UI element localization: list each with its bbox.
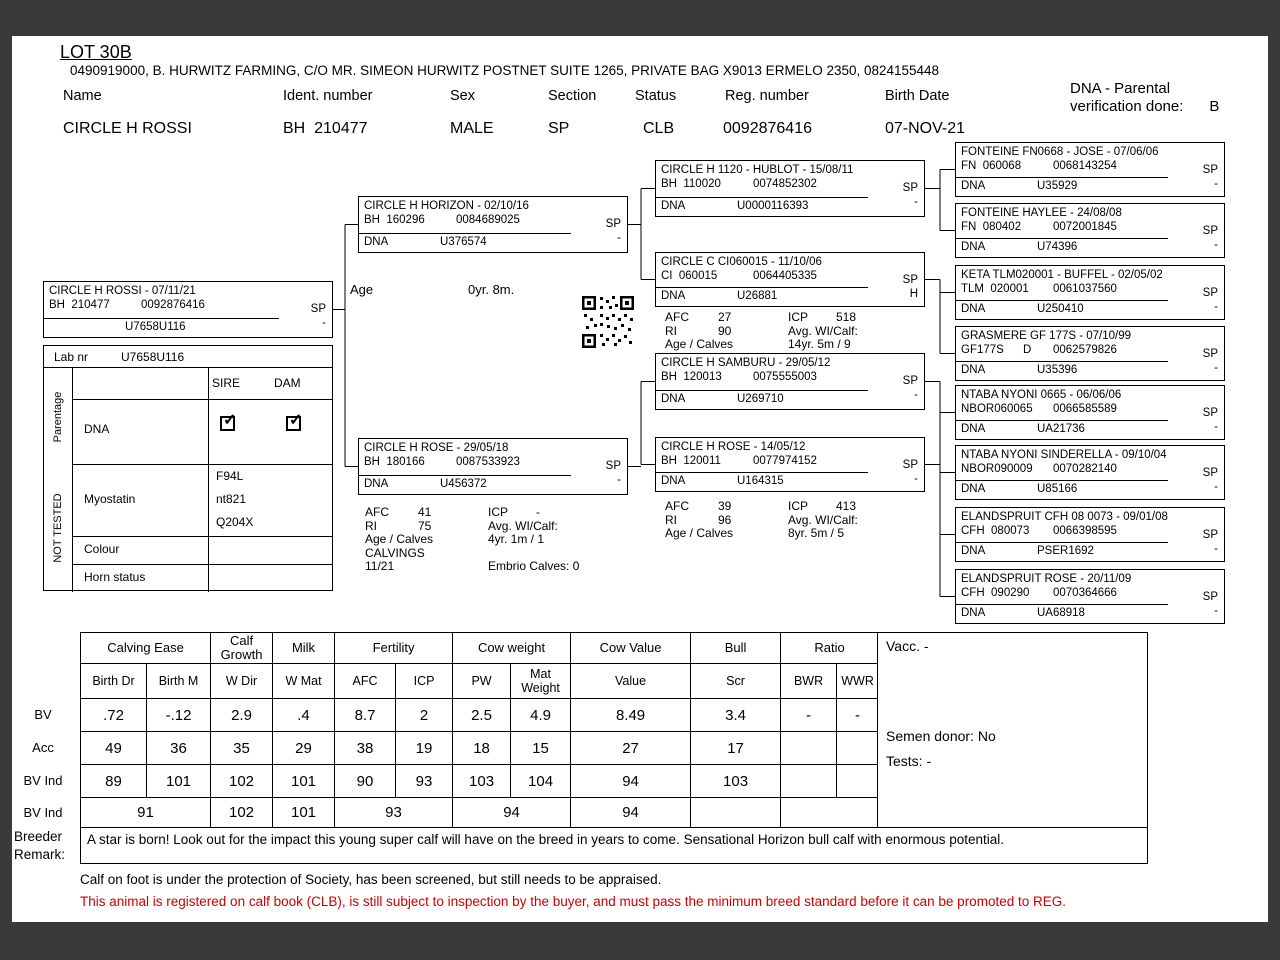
animal-name-date: GRASMERE GF 177S - 07/10/99 — [961, 330, 1132, 342]
animal-id: NBOR060065 — [961, 403, 1033, 415]
animal-id: BH 210477 — [49, 299, 110, 311]
animal-name-date: KETA TLM020001 - BUFFEL - 02/05/02 — [961, 269, 1163, 281]
animal-name-date: FONTEINE HAYLEE - 24/08/08 — [961, 207, 1122, 219]
ebv-cell: 35 — [211, 732, 273, 765]
breeder-address-line: 0490919000, B. HURWITZ FARMING, C/O MR. SIMEON HURWITZ POSTNET SUITE 1265, PRIVATE BAG X9013 ERMELO 2350, 0824155448 — [70, 63, 940, 78]
dna-label: DNA — [961, 180, 986, 192]
dna-label: DNA — [961, 364, 986, 376]
flag-secondary: - — [1214, 301, 1218, 313]
myostatin-value-2: nt821 — [216, 492, 247, 506]
qr-code — [580, 294, 636, 350]
lab-parentage-panel — [43, 345, 333, 591]
ebv-cell: 2 — [396, 699, 453, 732]
ebv-cell — [781, 765, 837, 798]
flag-secondary: - — [914, 473, 918, 485]
stats-dam — [365, 506, 579, 574]
ebv-cell: 94 — [453, 798, 571, 828]
stats-dam-dam — [665, 500, 858, 541]
animal-reg: 0084689025 — [456, 214, 520, 226]
animal-reg: 0066398595 — [1053, 525, 1117, 537]
animal-name: CIRCLE H ROSSI — [63, 120, 192, 137]
flag-secondary: - — [1214, 605, 1218, 617]
ebv-cell: - — [781, 699, 837, 732]
dna-label: DNA — [961, 303, 986, 315]
dna-label: DNA — [961, 483, 986, 495]
name-label: Name — [63, 88, 102, 104]
certificate-sheet — [12, 36, 1268, 922]
reg-label: Reg. number — [725, 88, 809, 104]
ebv-cell: 101 — [147, 765, 211, 798]
icp-label: ICP — [788, 499, 809, 513]
tests-info: Tests: - — [886, 753, 932, 769]
pedigree-box-ggp-7 — [955, 507, 1225, 562]
animal-reg: 0070364666 — [1053, 587, 1117, 599]
ebv-cell: 102 — [211, 798, 273, 828]
animal-reg: 0062579826 — [1053, 344, 1117, 356]
pedigree-box-ggp-4 — [955, 326, 1225, 381]
ebv-cell: 4.9 — [511, 699, 571, 732]
ebv-cell — [837, 765, 879, 798]
section-flag: SP — [1202, 348, 1218, 360]
avg-wi-value: 8yr. 5m / 5 — [788, 526, 845, 540]
sex-value: MALE — [450, 120, 494, 137]
breeder-remark-text: A star is born! Look out for the impact this young super calf will have on the breed in years to come. Sensational Horizon bull calf with enormous potential. — [87, 832, 1004, 847]
ebv-cell: 36 — [147, 732, 211, 765]
section-flag: SP — [605, 218, 621, 230]
dna-value: U0000116393 — [737, 200, 809, 212]
animal-reg: 0075555003 — [753, 371, 817, 383]
ebv-cell — [781, 798, 879, 828]
dna-verification-value: B — [1209, 98, 1220, 115]
status-label: Status — [635, 88, 677, 104]
animal-id: CFH 090290 — [961, 587, 1030, 599]
icp-value: 518 — [836, 310, 857, 324]
semen-donor-info: Semen donor: No — [886, 728, 996, 744]
horn-status-label: Horn status — [84, 570, 146, 584]
age-calves-label: Age / Calves — [665, 337, 734, 351]
ebv-cell: 103 — [453, 765, 511, 798]
animal-name-date: NTABA NYONI SINDERELLA - 09/10/04 — [961, 449, 1167, 461]
not-tested-label: NOT TESTED — [52, 493, 64, 563]
age-calves-label: Age / Calves — [365, 532, 434, 546]
ebv-col-header: Value — [571, 664, 691, 699]
ebv-cell: 104 — [511, 765, 571, 798]
myostatin-value-1: F94L — [216, 469, 244, 483]
row-label-bv-ind: BV Ind — [23, 773, 63, 788]
dna-value: U164315 — [737, 475, 784, 487]
ebv-row-bv — [81, 699, 879, 732]
pedigree-box-ggp-8 — [955, 569, 1225, 624]
myostatin-label: Myostatin — [84, 492, 136, 506]
dna-value: UA68918 — [1037, 607, 1085, 619]
pedigree-box-ggp-2 — [955, 203, 1225, 258]
ebv-col-header: W Dir — [211, 664, 273, 699]
section-flag: SP — [1202, 407, 1218, 419]
flag-secondary: - — [1214, 239, 1218, 251]
animal-id: BH 120013 — [661, 371, 722, 383]
ebv-col-header: BWR — [781, 664, 837, 699]
flag-secondary: - — [914, 196, 918, 208]
avg-wi-value: 4yr. 1m / 1 — [488, 532, 545, 546]
flag-secondary: - — [914, 389, 918, 401]
animal-reg: 0077974152 — [753, 455, 817, 467]
section-flag: SP — [902, 375, 918, 387]
section-flag: SP — [605, 460, 621, 472]
pedigree-box-sire-sire — [655, 160, 925, 217]
ebv-cell: 18 — [453, 732, 511, 765]
animal-reg: 0087533923 — [456, 456, 520, 468]
avg-wi-label: Avg. WI/Calf: — [488, 518, 558, 533]
ebv-cell: 103 — [691, 765, 781, 798]
ebv-cell: 89 — [81, 765, 147, 798]
row-label-acc: Acc — [32, 740, 54, 755]
ebv-table — [80, 632, 879, 828]
ebv-cell: 101 — [273, 798, 335, 828]
lab-nr-label: Lab nr — [54, 350, 89, 364]
ebv-cell: -.12 — [147, 699, 211, 732]
flag-secondary: - — [1214, 543, 1218, 555]
animal-id: BH 110020 — [661, 178, 721, 190]
animal-id: FN 060068 — [961, 160, 1022, 172]
ebv-cell: 94 — [571, 798, 691, 828]
breeder-remark-box — [80, 827, 1148, 864]
age-label: Age — [350, 282, 374, 297]
group-calf-growth: Calf Growth — [211, 633, 273, 664]
age-calves-label: Age / Calves — [665, 526, 734, 540]
ebv-cell: .4 — [273, 699, 335, 732]
section-flag: SP — [1202, 529, 1218, 541]
afc-value: 27 — [718, 310, 732, 324]
pedigree-box-ggp-3 — [955, 265, 1225, 320]
flag-secondary: - — [1214, 481, 1218, 493]
dna-value: U269710 — [737, 393, 784, 405]
breeder-remark-label-1: Breeder — [14, 829, 63, 844]
parentage-label: Parentage — [52, 391, 64, 443]
ebv-cell — [691, 798, 781, 828]
section-flag: SP — [1202, 225, 1218, 237]
section-flag: SP — [1202, 164, 1218, 176]
animal-reg: 0070282140 — [1053, 463, 1117, 475]
society-note: Calf on foot is under the protection of Society, has been screened, but still needs to be appraised. — [80, 872, 662, 887]
flag-secondary: - — [1214, 362, 1218, 374]
afc-value: 41 — [418, 505, 432, 519]
ebv-col-header: Birth Dr — [81, 664, 147, 699]
section-flag: SP — [902, 459, 918, 471]
ebv-cell: 2.9 — [211, 699, 273, 732]
animal-id: FN 080402 — [961, 221, 1022, 233]
ebv-cell: - — [837, 699, 879, 732]
animal-reg: 0066585589 — [1053, 403, 1117, 415]
afc-label: AFC — [665, 310, 689, 324]
dna-value: U7658U116 — [125, 321, 186, 333]
section-flag: SP — [1202, 287, 1218, 299]
pedigree-box-dam — [358, 438, 628, 495]
ebv-cell: 15 — [511, 732, 571, 765]
lab-nr-value: U7658U116 — [121, 350, 185, 364]
animal-reg: 0064405335 — [753, 270, 817, 282]
animal-name-date: CIRCLE H SAMBURU - 29/05/12 — [661, 357, 831, 369]
ebv-row-index — [81, 765, 879, 798]
animal-name-date: CIRCLE H ROSE - 29/05/18 — [364, 442, 509, 454]
group-cow-value: Cow Value — [571, 633, 691, 664]
colour-label: Colour — [84, 542, 120, 556]
animal-id: GF177S D — [961, 344, 1032, 356]
sire-column-header: SIRE — [212, 376, 241, 390]
dna-label: DNA — [961, 545, 986, 557]
animal-id: NBOR090009 — [961, 463, 1033, 475]
registration-warning: This animal is registered on calf book (CLB), is still subject to inspection by the buyer, and must pass the minimum breed standard before it can be promoted to REG. — [80, 894, 1066, 909]
embrio-calves: Embrio Calves: 0 — [488, 559, 580, 573]
icp-value: 413 — [836, 499, 857, 513]
avg-wi-label: Avg. WI/Calf: — [788, 512, 858, 527]
flag-secondary: H — [909, 288, 918, 300]
pedigree-box-dam-dam — [655, 437, 925, 492]
dna-value: U376574 — [440, 236, 487, 248]
pedigree-box-ggp-1 — [955, 142, 1225, 197]
icp-label: ICP — [788, 310, 809, 324]
ebv-cell: 90 — [335, 765, 396, 798]
group-calving-ease: Calving Ease — [81, 633, 211, 664]
ebv-cell: 19 — [396, 732, 453, 765]
afc-value: 39 — [718, 499, 732, 513]
ri-value: 75 — [418, 518, 432, 533]
ebv-cell: 94 — [571, 765, 691, 798]
ebv-cell: .72 — [81, 699, 147, 732]
lot-title: LOT 30B — [60, 42, 132, 62]
stats-sire-dam — [665, 311, 858, 352]
row-label-bv: BV — [34, 707, 52, 722]
checkbox-checked-dam-icon: ✓ — [286, 416, 301, 431]
section-flag: SP — [902, 274, 918, 286]
animal-id: BH 160296 — [364, 214, 425, 226]
animal-reg: 0072001845 — [1053, 221, 1117, 233]
ebv-cell: 8.49 — [571, 699, 691, 732]
ebv-col-header: Scr — [691, 664, 781, 699]
ebv-row-index-combined — [81, 798, 879, 828]
dna-value: U35396 — [1037, 364, 1078, 376]
section-flag: SP — [1202, 591, 1218, 603]
group-cow-weight: Cow weight — [453, 633, 571, 664]
calvings-value: 11/21 — [365, 559, 395, 573]
calvings-label: CALVINGS — [365, 545, 425, 560]
dna-label: DNA — [364, 478, 389, 490]
animal-id: BH 180166 — [364, 456, 425, 468]
sex-label: Sex — [450, 88, 475, 104]
animal-name-date: CIRCLE H ROSSI - 07/11/21 — [49, 285, 196, 297]
ebv-cell: 2.5 — [453, 699, 511, 732]
ebv-cell: 91 — [81, 798, 211, 828]
section-value: SP — [548, 120, 570, 137]
ebv-block — [80, 632, 1148, 864]
ebv-cell: 49 — [81, 732, 147, 765]
flag-secondary: - — [617, 474, 621, 486]
ebv-row-acc — [81, 732, 879, 765]
ri-value: 96 — [718, 512, 732, 527]
animal-reg: 0068143254 — [1053, 160, 1117, 172]
ebv-col-header: AFC — [335, 664, 396, 699]
group-bull: Bull — [691, 633, 781, 664]
group-milk: Milk — [273, 633, 335, 664]
group-fertility: Fertility — [335, 633, 453, 664]
dna-label: DNA — [661, 393, 686, 405]
ebv-cell: 8.7 — [335, 699, 396, 732]
dna-row-label: DNA — [84, 422, 110, 436]
birth-date: 07-NOV-21 — [885, 120, 966, 137]
animal-name-date: CIRCLE H HORIZON - 02/10/16 — [364, 200, 529, 212]
ebv-col-header: PW — [453, 664, 511, 699]
section-flag: SP — [1202, 467, 1218, 479]
ebv-col-header: WWR — [837, 664, 879, 699]
dna-label: DNA — [961, 607, 986, 619]
afc-label: AFC — [365, 505, 389, 519]
ebv-col-header: W Mat — [273, 664, 335, 699]
animal-name-date: CIRCLE H 1120 - HUBLOT - 15/08/11 — [661, 164, 854, 176]
animal-id: TLM 020001 — [961, 283, 1029, 295]
afc-label: AFC — [665, 499, 689, 513]
ri-label: RI — [365, 518, 377, 533]
ebv-col-header: ICP — [396, 664, 453, 699]
status-value: CLB — [643, 120, 675, 137]
animal-reg: 0092876416 — [141, 299, 205, 311]
dam-column-header: DAM — [274, 376, 301, 390]
group-ratio: Ratio — [781, 633, 879, 664]
pedigree-box-ggp-6 — [955, 445, 1225, 500]
dna-verification-label: DNA - Parental verification done: B — [1070, 80, 1220, 115]
dna-label: DNA — [364, 236, 389, 248]
age-value: 0yr. 8m. — [468, 282, 515, 297]
animal-name-date: NTABA NYONI 0665 - 06/06/06 — [961, 389, 1122, 401]
pedigree-box-sire — [358, 196, 628, 253]
flag-secondary: - — [617, 232, 621, 244]
animal-reg: 0061037560 — [1053, 283, 1117, 295]
animal-name-date: ELANDSPRUIT ROSE - 20/11/09 — [961, 573, 1132, 585]
ebv-cell: 27 — [571, 732, 691, 765]
avg-wi-value: 14yr. 5m / 9 — [788, 337, 851, 351]
ebv-cell: 102 — [211, 765, 273, 798]
pedigree-box-sire-dam — [655, 252, 925, 307]
pedigree-box-subject — [43, 281, 333, 338]
ident-label: Ident. number — [283, 88, 373, 104]
dna-value: U85166 — [1037, 483, 1078, 495]
animal-name-date: CIRCLE C CI060015 - 11/10/06 — [661, 256, 822, 268]
ebv-cell: 29 — [273, 732, 335, 765]
dna-label: DNA — [961, 241, 986, 253]
extra-info-panel — [877, 632, 1148, 828]
row-label-bv-ind-2: BV Ind — [23, 805, 63, 820]
animal-reg: 0074852302 — [753, 178, 817, 190]
section-label: Section — [548, 88, 597, 104]
dna-label — [49, 321, 125, 334]
ebv-cell: 38 — [335, 732, 396, 765]
dna-value: U250410 — [1037, 303, 1084, 315]
ebv-cell: 17 — [691, 732, 781, 765]
breeder-remark-label-2: Remark: — [14, 847, 66, 862]
avg-wi-label: Avg. WI/Calf: — [788, 323, 858, 338]
dna-label: DNA — [661, 290, 686, 302]
ebv-cell — [781, 732, 837, 765]
birth-label: Birth Date — [885, 88, 950, 104]
dna-value: U35929 — [1037, 180, 1078, 192]
reg-number: 0092876416 — [723, 120, 812, 137]
animal-name-date: FONTEINE FN0668 - JOSE - 07/06/06 — [961, 146, 1159, 158]
dna-value: U26881 — [737, 290, 778, 302]
dna-value: UA21736 — [1037, 423, 1085, 435]
flag-secondary: - — [1214, 421, 1218, 433]
ebv-cell — [837, 732, 879, 765]
ri-value: 90 — [718, 323, 732, 338]
dna-label: DNA — [961, 423, 986, 435]
animal-id: CFH 080073 — [961, 525, 1030, 537]
ebv-col-header: Mat Weight — [511, 664, 571, 699]
ri-label: RI — [665, 512, 677, 527]
myostatin-value-3: Q204X — [216, 515, 254, 529]
pedigree-box-dam-sire — [655, 353, 925, 410]
ebv-cell: 3.4 — [691, 699, 781, 732]
animal-name-date: CIRCLE H ROSE - 14/05/12 — [661, 441, 806, 453]
dna-label: DNA — [661, 475, 686, 487]
icp-value: - — [536, 505, 540, 519]
pedigree-box-ggp-5 — [955, 385, 1225, 440]
section-flag: SP — [902, 182, 918, 194]
vaccination-info: Vacc. - — [886, 638, 929, 654]
animal-name-date: ELANDSPRUIT CFH 08 0073 - 09/01/08 — [961, 511, 1168, 523]
icp-label: ICP — [488, 505, 509, 519]
animal-id: BH 120011 — [661, 455, 721, 467]
dna-value: U456372 — [440, 478, 487, 490]
checkbox-checked-sire-icon: ✓ — [220, 416, 235, 431]
flag-secondary: - — [1214, 178, 1218, 190]
ebv-cell: 93 — [335, 798, 453, 828]
ebv-cell: 93 — [396, 765, 453, 798]
dna-value: PSER1692 — [1037, 545, 1094, 557]
ri-label: RI — [665, 323, 677, 338]
flag-secondary: - — [322, 317, 326, 329]
ident-number: BH 210477 — [283, 120, 368, 137]
dna-label: DNA — [661, 200, 686, 212]
animal-id: CI 060015 — [661, 270, 718, 282]
dna-value: U74396 — [1037, 241, 1078, 253]
ebv-col-header: Birth M — [147, 664, 211, 699]
section-flag: SP — [310, 303, 326, 315]
ebv-cell: 101 — [273, 765, 335, 798]
